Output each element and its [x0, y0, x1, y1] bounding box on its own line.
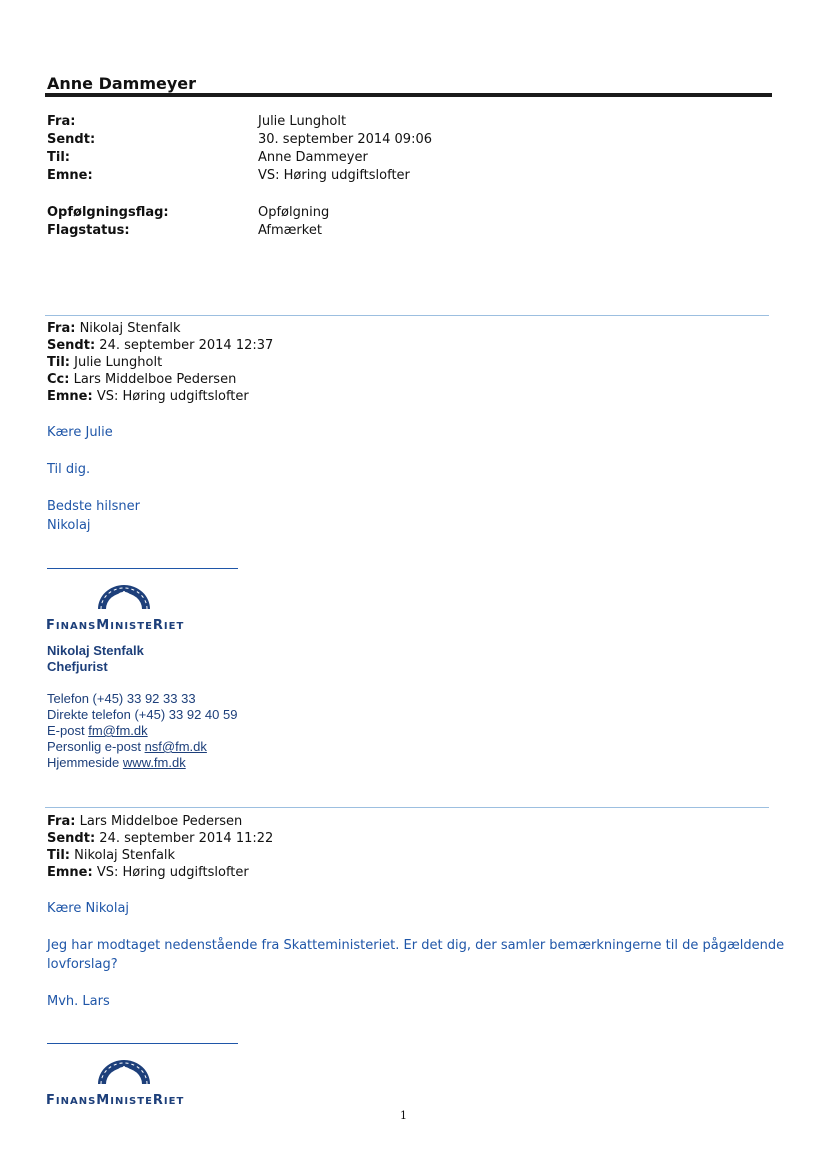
msg2-signoff: Mvh. Lars	[47, 994, 110, 1009]
msg1-sent	[47, 337, 273, 354]
header-subject-label: Emne:	[47, 168, 93, 183]
msg2-sent	[47, 830, 273, 847]
msg1-greeting: Kære Julie	[47, 425, 113, 440]
header-to-value: Anne Dammeyer	[258, 150, 368, 165]
header-to-row	[47, 149, 368, 167]
crown-emblem-icon	[46, 1057, 206, 1085]
header-sent-value: 30. september 2014 09:06	[258, 132, 432, 147]
header-flagstatus-row	[47, 222, 322, 240]
header-to-label: Til:	[47, 150, 70, 165]
header-sent-label: Sendt:	[47, 132, 96, 147]
header-subject-value: VS: Høring udgiftslofter	[258, 168, 410, 183]
msg1-subject-label: Emne:	[47, 389, 93, 404]
signature-name: Nikolaj Stenfalk	[47, 643, 144, 658]
header-flag-row	[47, 204, 330, 222]
msg1-to-value: Julie Lungholt	[74, 355, 163, 370]
msg1-sent-label: Sendt:	[47, 338, 96, 353]
msg1-from	[47, 320, 181, 337]
msg2-sent-value: 24. september 2014 11:22	[99, 831, 274, 846]
signature-personal-email: Personlig e-post nsf@fm.dk	[47, 739, 207, 754]
signature-divider	[47, 568, 238, 569]
msg2-subject-label: Emne:	[47, 865, 93, 880]
header-from-value: Julie Lungholt	[258, 114, 347, 129]
msg2-to	[47, 847, 175, 864]
header-flag-label: Opfølgningsflag:	[47, 205, 169, 220]
msg1-sent-value: 24. september 2014 12:37	[99, 338, 274, 353]
header-subject-row	[47, 167, 410, 185]
signature-title: Chefjurist	[47, 659, 108, 674]
msg2-from-value: Lars Middelboe Pedersen	[79, 814, 243, 829]
signature-direct-phone: Direkte telefon (+45) 33 92 40 59	[47, 707, 238, 722]
document-owner-name: Anne Dammeyer	[47, 74, 197, 93]
msg2-subject	[47, 864, 249, 881]
msg1-to-label: Til:	[47, 355, 70, 370]
page-number: 1	[400, 1109, 407, 1122]
msg2-to-label: Til:	[47, 848, 70, 863]
msg2-sent-label: Sendt:	[47, 831, 96, 846]
signature-phone: Telefon (+45) 33 92 33 33	[47, 691, 196, 706]
signature-divider-2	[47, 1043, 238, 1044]
msg1-signoff: Nikolaj	[47, 518, 91, 533]
header-from-row	[47, 113, 347, 131]
msg2-subject-value: VS: Høring udgiftslofter	[96, 865, 249, 880]
msg2-from-label: Fra:	[47, 814, 76, 829]
msg1-from-label: Fra:	[47, 321, 76, 336]
owner-divider	[45, 93, 772, 97]
msg2-from	[47, 813, 242, 830]
header-flag-value: Opfølgning	[258, 205, 330, 220]
signature-website: Hjemmeside www.fm.dk	[47, 755, 186, 770]
logo-wordmark: FINANSMINISTERIET	[46, 1093, 185, 1108]
header-flagstatus-label: Flagstatus:	[47, 223, 130, 238]
msg1-closing: Bedste hilsner	[47, 499, 140, 514]
header-from-label: Fra:	[47, 114, 76, 129]
msg1-cc-label: Cc:	[47, 372, 70, 387]
msg2-body-line2: lovforslag?	[47, 957, 118, 972]
email-link[interactable]: fm@fm.dk	[88, 723, 148, 738]
header-flagstatus-value: Afmærket	[258, 223, 322, 238]
finansministeriet-logo	[46, 582, 206, 633]
msg1-subject	[47, 388, 249, 405]
msg1-cc-value: Lars Middelboe Pedersen	[73, 372, 237, 387]
msg1-to	[47, 354, 162, 371]
msg1-cc	[47, 371, 236, 388]
logo-wordmark: FINANSMINISTERIET	[46, 618, 185, 633]
msg1-subject-value: VS: Høring udgiftslofter	[96, 389, 249, 404]
msg1-from-value: Nikolaj Stenfalk	[79, 321, 181, 336]
msg2-to-value: Nikolaj Stenfalk	[74, 848, 176, 863]
message-separator-2	[45, 807, 769, 808]
msg2-body-line1: Jeg har modtaget nedenstående fra Skatteministeriet. Er det dig, der samler bemærkningerne til de pågældende	[47, 938, 785, 953]
crown-emblem-icon	[46, 582, 206, 610]
website-link[interactable]: www.fm.dk	[122, 755, 186, 770]
signature-email: E-post fm@fm.dk	[47, 723, 148, 738]
personal-email-link[interactable]: nsf@fm.dk	[144, 739, 207, 754]
header-sent-row	[47, 131, 432, 149]
finansministeriet-logo-2	[46, 1057, 206, 1108]
msg2-greeting: Kære Nikolaj	[47, 901, 130, 916]
message-separator	[45, 315, 769, 316]
msg1-body: Til dig.	[47, 462, 91, 477]
